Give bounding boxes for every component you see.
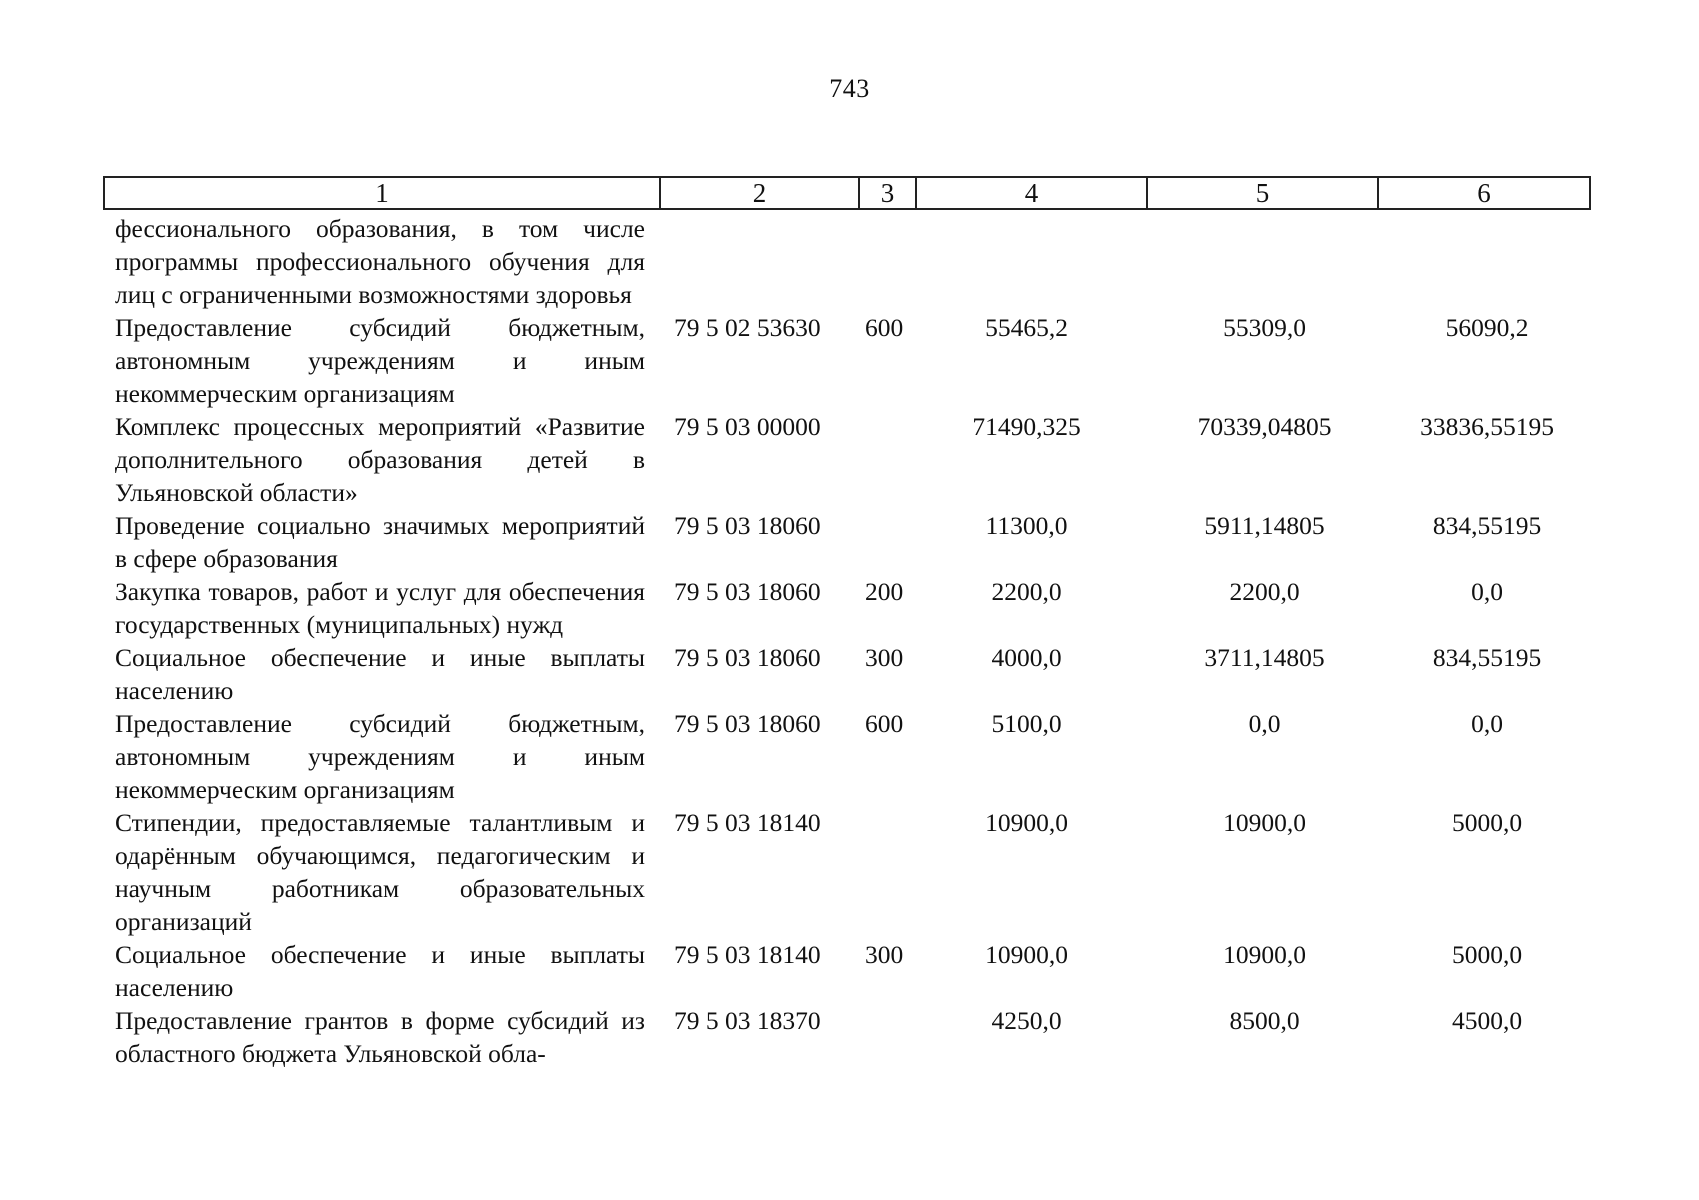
expense-type-cell: 300: [865, 940, 904, 969]
amount-col6-cell: 834,55195: [1432, 643, 1542, 672]
amount-col6-cell: 5000,0: [1451, 940, 1523, 969]
classification-code-cell: [659, 212, 858, 311]
classification-code-cell: 79 5 03 18060: [674, 577, 821, 606]
amount-col6-cell: 0,0: [1471, 709, 1503, 738]
table-row: [103, 311, 1589, 410]
item-name-cell: Закупка товаров, работ и услуг для обеспечения государственных (муниципальных) нужд: [115, 577, 645, 639]
amount-col6-cell: 834,55195: [1432, 511, 1542, 540]
column-header-row: [104, 177, 1590, 209]
item-name-cell: Социальное обеспечение и иные выплаты населению: [115, 940, 645, 1002]
column-header-6: 6: [1378, 177, 1590, 209]
amount-col4-cell: 4250,0: [991, 1006, 1062, 1035]
expense-type-cell: [858, 806, 915, 938]
column-header-4: 4: [916, 177, 1147, 209]
amount-col5-cell: 10900,0: [1223, 940, 1306, 969]
column-header-table: [103, 176, 1591, 210]
expense-type-cell: [858, 410, 915, 509]
table-row: [103, 641, 1589, 707]
classification-code-cell: 79 5 02 53630: [674, 313, 821, 342]
amount-col6-cell: [1377, 212, 1589, 311]
classification-code-cell: 79 5 03 18060: [674, 643, 821, 672]
amount-col6-cell: 56090,2: [1445, 313, 1529, 342]
amount-col5-cell: [1146, 212, 1377, 311]
amount-col4-cell: 10900,0: [985, 940, 1068, 969]
item-name-cell: Предоставление субсидий бюджетным, автономным учреждениям и иным некоммерческим организациям: [115, 313, 645, 408]
amount-col5-cell: 5911,14805: [1204, 511, 1325, 540]
amount-col6-cell: 33836,55195: [1420, 412, 1554, 441]
expense-type-cell: 600: [865, 313, 904, 342]
budget-rows: [103, 212, 1589, 1070]
classification-code-cell: 79 5 03 18060: [674, 709, 821, 738]
table-row: [103, 509, 1589, 575]
amount-col5-cell: 8500,0: [1229, 1006, 1300, 1035]
amount-col4-cell: [915, 212, 1146, 311]
item-name-cell: Предоставление грантов в форме субсидий из областного бюджета Ульяновской обла-: [115, 1006, 645, 1068]
table-row: [103, 410, 1589, 509]
amount-col4-cell: 4000,0: [991, 643, 1062, 672]
amount-col6-cell: 5000,0: [1451, 808, 1523, 837]
item-name-cell: Проведение социально значимых мероприятий в сфере образования: [115, 511, 645, 573]
item-name-cell: Комплекс процессных мероприятий «Развитие дополнительного образования детей в Ульяновской области»: [115, 412, 645, 507]
expense-type-cell: 200: [865, 577, 904, 606]
table-row: [103, 1004, 1589, 1070]
column-header-2: 2: [660, 177, 859, 209]
amount-col4-cell: 5100,0: [991, 709, 1062, 738]
amount-col4-cell: 55465,2: [985, 313, 1068, 342]
amount-col6-cell: 4500,0: [1451, 1006, 1523, 1035]
expense-type-cell: [858, 509, 915, 575]
classification-code-cell: 79 5 03 00000: [674, 412, 821, 441]
table-row: [103, 938, 1589, 1004]
table-row: [103, 575, 1589, 641]
amount-col5-cell: 70339,04805: [1197, 412, 1332, 441]
expense-type-cell: [858, 212, 915, 311]
column-header-3: 3: [859, 177, 916, 209]
amount-col4-cell: 10900,0: [985, 808, 1068, 837]
classification-code-cell: 79 5 03 18060: [674, 511, 821, 540]
item-name-cell: Предоставление субсидий бюджетным, автономным учреждениям и иным некоммерческим организациям: [115, 709, 645, 804]
amount-col6-cell: 0,0: [1471, 577, 1503, 606]
item-name-cell: фессионального образования, в том числе программы профессионального обучения для лиц с ограниченными возможностями здоровья: [115, 214, 645, 309]
amount-col5-cell: 0,0: [1248, 709, 1281, 738]
amount-col4-cell: 71490,325: [972, 412, 1081, 441]
budget-table-body: [103, 212, 1589, 1070]
table-row: [103, 707, 1589, 806]
expense-type-cell: 300: [865, 643, 904, 672]
item-name-cell: Социальное обеспечение и иные выплаты населению: [115, 643, 645, 705]
amount-col5-cell: 10900,0: [1223, 808, 1306, 837]
table-row: [103, 806, 1589, 938]
expense-type-cell: [858, 1004, 915, 1070]
amount-col4-cell: 2200,0: [991, 577, 1062, 606]
item-name-cell: Стипендии, предоставляемые талантливым и одарённым обучающимся, педагогическим и научным работникам образовательных организаций: [115, 808, 645, 936]
amount-col5-cell: 3711,14805: [1204, 643, 1325, 672]
column-header-5: 5: [1147, 177, 1378, 209]
expense-type-cell: 600: [865, 709, 904, 738]
classification-code-cell: 79 5 03 18370: [674, 1006, 821, 1035]
amount-col5-cell: 2200,0: [1229, 577, 1300, 606]
amount-col5-cell: 55309,0: [1223, 313, 1306, 342]
page-number: 743: [829, 74, 870, 103]
classification-code-cell: 79 5 03 18140: [674, 940, 821, 969]
table-row: [103, 212, 1589, 311]
classification-code-cell: 79 5 03 18140: [674, 808, 821, 837]
amount-col4-cell: 11300,0: [985, 511, 1068, 540]
column-header-1: 1: [104, 177, 660, 209]
